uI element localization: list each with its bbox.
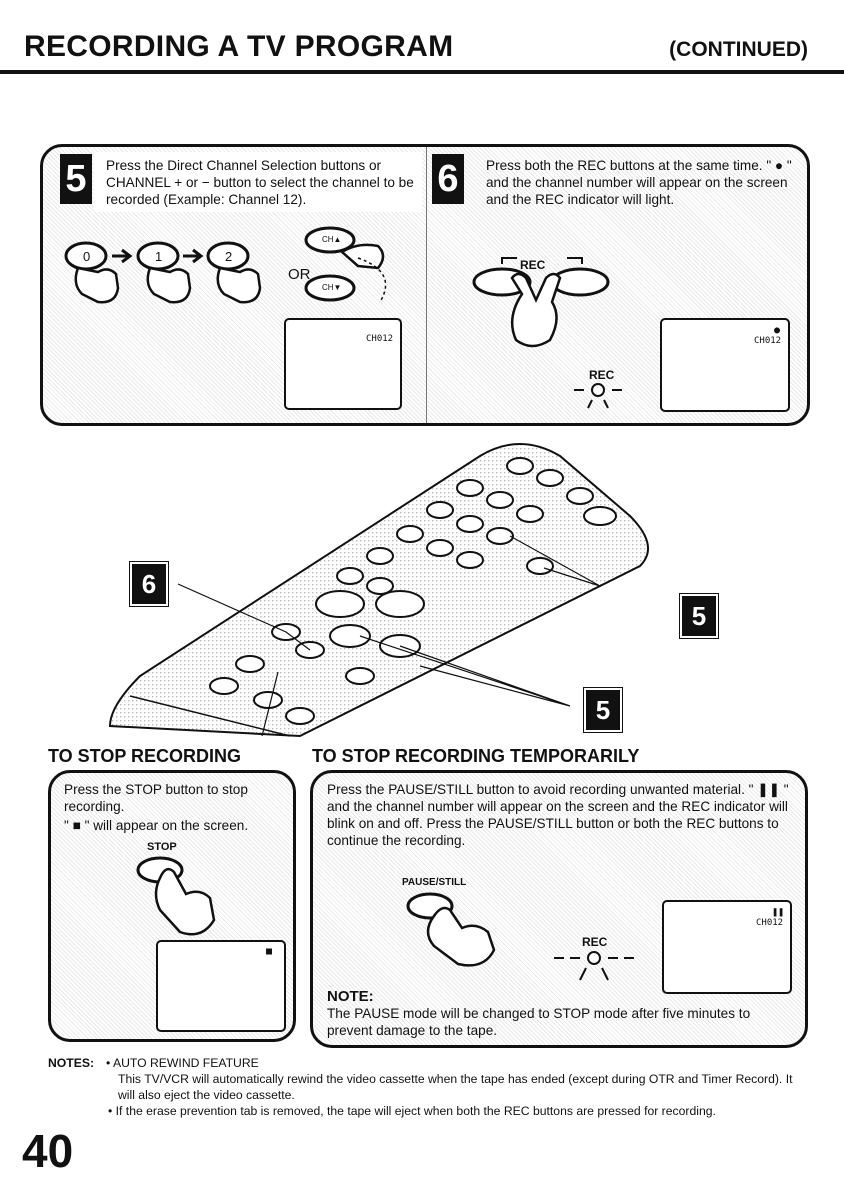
rec-indicator-label: REC <box>582 935 608 949</box>
rec-buttons-illustration <box>472 254 612 374</box>
channel-up-label: CH▲ <box>322 235 342 244</box>
page-number: 40 <box>22 1125 74 1177</box>
arrow-icon <box>112 250 130 262</box>
hand-pointer-icon <box>428 908 494 965</box>
stop-section-heading: TO STOP RECORDING <box>48 746 242 766</box>
hand-pointer-icon <box>512 274 560 346</box>
remote-callout-5: 5 <box>584 688 622 732</box>
rec-indicator-label: REC <box>589 368 615 382</box>
notes-item1-text: This TV/VCR will automatically rewind the video cassette when the tape has ended (except during OTR and Timer Record). It will also eject the video cassette. <box>118 1072 793 1102</box>
continued-label: (CONTINUED) <box>669 38 808 61</box>
remote-callout-6: 6 <box>130 562 168 606</box>
page-title: RECORDING A TV PROGRAM <box>24 30 454 63</box>
hand-pointer-icon <box>156 869 214 934</box>
header-rule <box>0 70 844 74</box>
arrow-icon <box>183 250 201 262</box>
stop-text-line1: Press the STOP button to stop recording. <box>64 782 248 814</box>
hand-pointer-icon <box>76 268 260 302</box>
pause-text: Press the PAUSE/STILL button to avoid recording unwanted material. " ❚❚ " and the channel number will appear on the screen and the REC indicator will blink on and off. Press the PAUSE/STILL button or both the REC buttons to continue the recording. <box>327 782 789 848</box>
rec-indicator-icon <box>570 380 626 414</box>
step5-text: Press the Direct Channel Selection buttons or CHANNEL + or − button to select the channel to be recorded (Example: Channel 12). <box>106 158 414 207</box>
tv-screen <box>660 318 790 412</box>
number-button-label: 1 <box>155 249 163 264</box>
rec-button <box>552 269 608 295</box>
number-button-label: 2 <box>225 249 233 264</box>
or-label: OR <box>288 266 311 283</box>
pause-button-illustration <box>400 888 520 974</box>
step6-badge: 6 <box>432 154 464 204</box>
pause-section-heading: TO STOP RECORDING TEMPORARILY <box>312 746 640 766</box>
number-button-label: 0 <box>83 249 91 264</box>
screen-rec-dot: ● <box>774 325 781 336</box>
note-text: The PAUSE mode will be changed to STOP mode after five minutes to prevent damage to the tape. <box>327 1006 751 1038</box>
tv-screen <box>284 318 402 410</box>
note-heading: NOTE: <box>327 988 374 1005</box>
channel-down-label: CH▼ <box>322 283 342 292</box>
pause-button-label: PAUSE/STILL <box>402 877 467 888</box>
screen-channel: CH012 <box>756 918 784 928</box>
hand-pointer-icon <box>342 245 383 268</box>
stop-text-line2: " ■ " will appear on the screen. <box>64 818 249 833</box>
rec-buttons-label: REC <box>520 258 546 272</box>
screen-channel: CH012 <box>754 336 782 346</box>
stop-button-label: STOP <box>147 841 177 853</box>
stop-button-illustration <box>130 854 250 944</box>
screen-stop-symbol: ■ <box>266 946 273 957</box>
steps-divider <box>426 147 427 423</box>
rec-blink-indicator-icon <box>552 948 636 984</box>
remote-callout-5: 5 <box>680 594 718 638</box>
screen-pause-symbol: ❚❚ <box>772 907 785 918</box>
step6-text: Press both the REC buttons at the same time. " ● " and the channel number will appear on the screen and the REC indicator will light. <box>486 158 792 207</box>
screen-channel: CH012 <box>366 334 394 344</box>
notes-item2-text: • If the erase prevention tab is removed, the tape will eject when both the REC buttons are pressed for recording. <box>108 1104 716 1118</box>
notes-item1-title: • AUTO REWIND FEATURE <box>106 1056 259 1070</box>
step5-badge: 5 <box>60 154 92 204</box>
notes-label: NOTES: <box>48 1056 95 1070</box>
